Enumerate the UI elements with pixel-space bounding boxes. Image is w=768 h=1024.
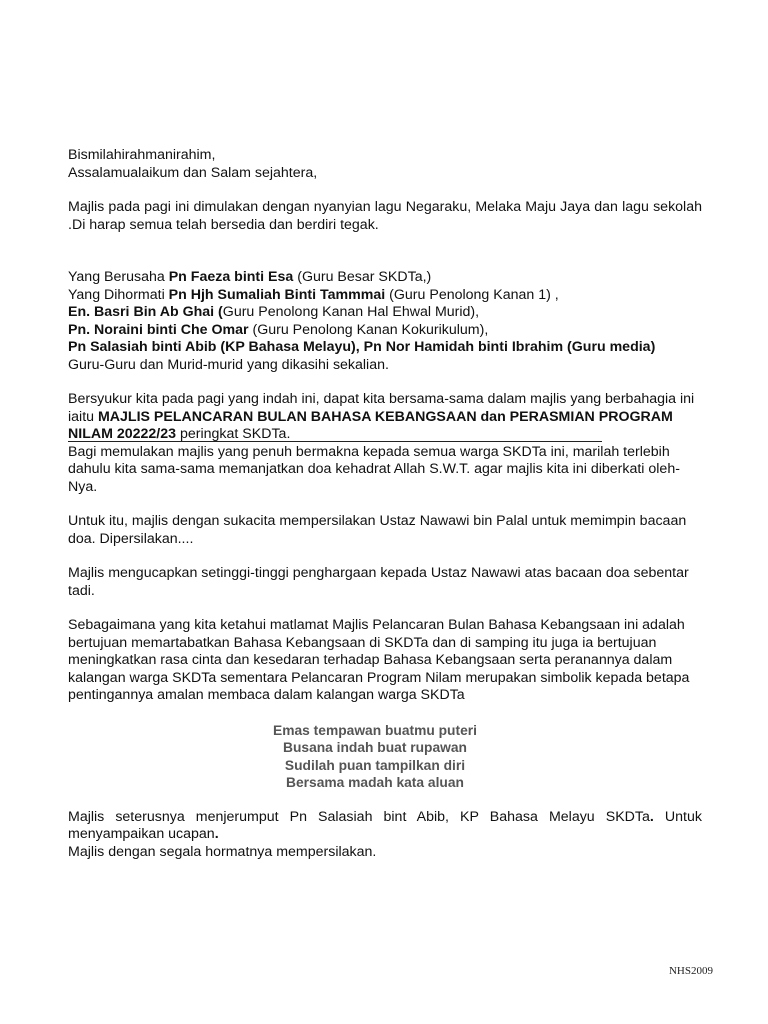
pantun-line: Bersama madah kata aluan bbox=[286, 775, 464, 790]
gratitude-text-end: peringkat SKDTa. bbox=[176, 426, 291, 442]
greeting-line bbox=[68, 287, 702, 305]
greetings-list bbox=[68, 269, 702, 374]
objective-paragraph: Sebagaimana yang kita ketahui matlamat Majlis Pelancaran Bulan Bahasa Kebangsaan ini adalah bertujuan memartabatkan Bahasa Kebangsaan di SKDTa dan di samping itu juga ia bertujuan meningkatkan rasa cinta dan kesedaran terhadap Bahasa Kebangsaan serta peranannya dalam kalangan warga SKDTa sementara Pelancaran Program Nilam merupakan simbolik kepada betapa pentingannya amalan membaca dalam kalangan warga SKDTa bbox=[68, 617, 690, 703]
gratitude-paragraph bbox=[68, 391, 702, 444]
greeting-role: Guru Penolong Kanan Hal Ehwal Murid), bbox=[222, 304, 480, 320]
greeting-name: En. Basri Bin Ab Ghai ( bbox=[68, 304, 223, 320]
opening-salutation bbox=[68, 147, 702, 182]
greeting-line bbox=[68, 339, 702, 357]
greeting-name: Pn Hjh Sumaliah Binti Tammmai bbox=[168, 286, 386, 303]
pantun-line: Busana indah buat rupawan bbox=[283, 740, 467, 755]
footer-code: NHS2009 bbox=[668, 965, 713, 977]
thanks-paragraph: Majlis mengucapkan setinggi-tinggi penghargaan kepada Ustaz Nawawi atas bacaan doa sebentar tadi. bbox=[68, 565, 689, 599]
opening-line-1: Bismilahirahmanirahim, bbox=[68, 147, 216, 163]
closing-text-2: Untuk menyampaikan ucapan bbox=[68, 808, 702, 842]
doa-intro-paragraph: Bagi memulakan majlis yang penuh bermakna kepada semua warga SKDTa ini, marilah terlebih dahulu kita sama-sama memanjatkan doa kehadrat Allah S.W.T. agar majlis kita ini diberkati oleh-Nya. bbox=[68, 443, 680, 495]
greeting-name: Pn. Noraini binti Che Omar bbox=[68, 321, 249, 338]
doa-invite-paragraph: Untuk itu, majlis dengan sukacita mempersilakan Ustaz Nawawi bin Palal untuk memimpin bacaan doa. Dipersilakan.... bbox=[68, 513, 687, 547]
closing-dot: . bbox=[214, 826, 219, 842]
closing-paragraph bbox=[68, 809, 702, 862]
opening-line-2: Assalamualaikum dan Salam sejahtera, bbox=[68, 164, 318, 181]
greeting-line bbox=[68, 269, 702, 287]
greeting-line bbox=[68, 304, 702, 322]
pantun-line: Emas tempawan buatmu puteri bbox=[273, 722, 477, 738]
closing-line-2: Majlis dengan segala hormatnya mempersilakan. bbox=[68, 843, 377, 860]
greeting-role: (Guru Besar SKDTa,) bbox=[293, 269, 432, 285]
closing-dot: . bbox=[649, 808, 654, 825]
script-document bbox=[68, 147, 702, 861]
greeting-name: Pn Faeza binti Esa bbox=[168, 269, 294, 285]
gratitude-text: Bersyukur kita pada pagi yang indah ini, dapat kita bersama-sama dalam majlis yang berbahagia ini iaitu bbox=[68, 391, 695, 425]
pantun-line: Sudilah puan tampilkan diri bbox=[284, 757, 466, 773]
greeting-line bbox=[68, 322, 702, 340]
intro-paragraph: Majlis pada pagi ini dimulakan dengan nyanyian lagu Negaraku, Melaka Maju Jaya dan lagu sekolah .Di harap semua telah bersedia dan berdiri tegak. bbox=[68, 199, 702, 233]
closing-text: Majlis seterusnya menjerumput Pn Salasiah bint Abib, KP Bahasa Melayu SKDTa bbox=[68, 808, 650, 825]
greetings-closing: Guru-Guru dan Murid-murid yang dikasihi sekalian. bbox=[68, 356, 389, 373]
event-name: MAJLIS PELANCARAN BULAN BAHASA KEBANGSAAN dan PERASMIAN PROGRAM NILAM 20222/23 bbox=[68, 408, 673, 442]
greeting-role: (Guru Penolong Kanan 1) , bbox=[385, 286, 559, 303]
closing-invite bbox=[68, 809, 702, 844]
pantun-verse bbox=[68, 722, 702, 792]
greeting-name: Pn Salasiah binti Abib (KP Bahasa Melayu), Pn Nor Hamidah binti Ibrahim (Guru media) bbox=[68, 339, 656, 355]
greeting-prefix: Yang Berusaha bbox=[68, 269, 169, 285]
greeting-prefix: Yang Dihormati bbox=[68, 286, 169, 303]
greeting-role: (Guru Penolong Kanan Kokurikulum), bbox=[248, 321, 489, 338]
